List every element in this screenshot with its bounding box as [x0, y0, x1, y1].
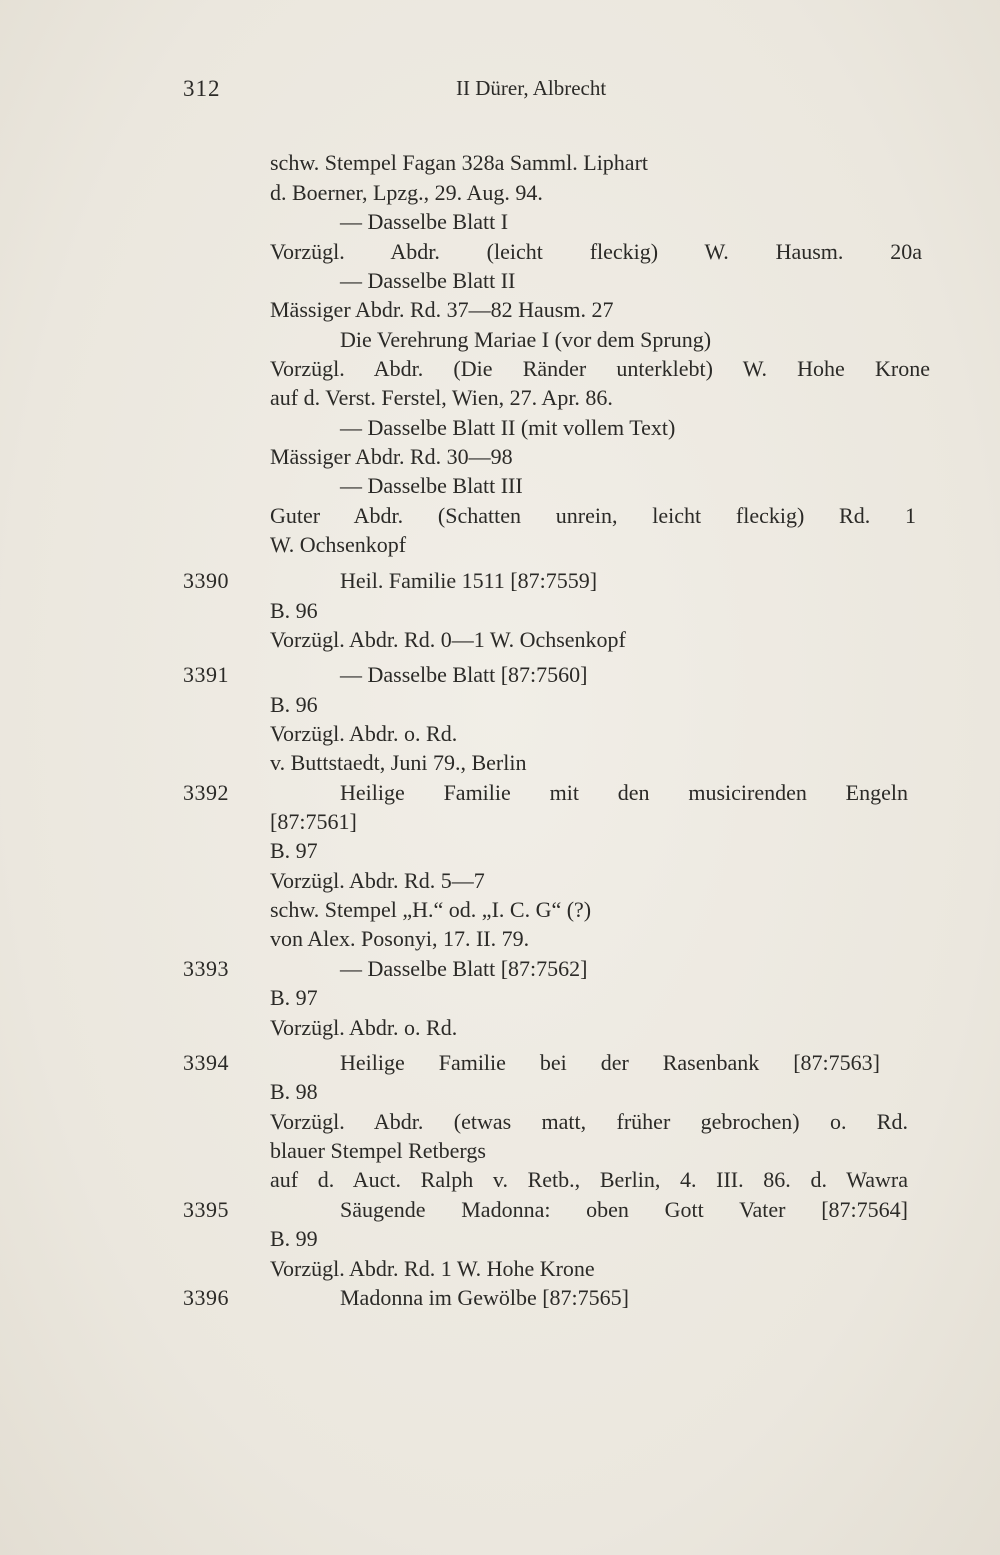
text-line: Säugende Madonna: oben Gott Vater [87:7564] [340, 1197, 908, 1222]
catalogue-number: 3392 [183, 780, 229, 805]
catalogue-number: 3396 [183, 1285, 229, 1310]
text-line: schw. Stempel „H.“ od. „I. C. G“ (?) [270, 897, 592, 922]
text-line: B. 96 [270, 692, 318, 717]
text-line: auf d. Verst. Ferstel, Wien, 27. Apr. 86. [270, 385, 613, 410]
text-line: Die Verehrung Mariae I (vor dem Sprung) [340, 327, 712, 352]
text-line: B. 98 [270, 1079, 318, 1104]
catalogue-number: 3390 [183, 568, 229, 593]
text-line: Heil. Familie 1511 [87:7559] [340, 568, 598, 593]
text-line: Vorzügl. Abdr. o. Rd. [270, 721, 458, 746]
text-line: blauer Stempel Retbergs [270, 1138, 486, 1163]
text-line: Vorzügl. Abdr. (etwas matt, früher gebrochen) o. Rd. [270, 1109, 908, 1134]
page-header [0, 76, 1000, 110]
text-line: Heilige Familie mit den musicirenden Engeln [340, 780, 908, 805]
text-line: schw. Stempel Fagan 328a Samml. Liphart [270, 150, 649, 175]
text-line: Madonna im Gewölbe [87:7565] [340, 1285, 629, 1310]
text-line: Guter Abdr. (Schatten unrein, leicht fleckig) Rd. 1 [270, 503, 916, 528]
text-line: Mässiger Abdr. Rd. 30—98 [270, 444, 513, 469]
text-line: v. Buttstaedt, Juni 79., Berlin [270, 750, 527, 775]
text-line: Vorzügl. Abdr. Rd. 5—7 [270, 868, 485, 893]
text-line: — Dasselbe Blatt III [340, 473, 523, 498]
page-number: 312 [183, 76, 221, 101]
text-line: von Alex. Posonyi, 17. II. 79. [270, 926, 530, 951]
text-line: — Dasselbe Blatt II [340, 268, 516, 293]
text-line: — Dasselbe Blatt [87:7560] [340, 662, 588, 687]
text-line: B. 99 [270, 1226, 318, 1251]
text-line: Mässiger Abdr. Rd. 37—82 Hausm. 27 [270, 297, 614, 322]
text-line: auf d. Auct. Ralph v. Retb., Berlin, 4. III. 86. d. Wawra [270, 1167, 908, 1192]
text-line: B. 97 [270, 838, 318, 863]
catalogue-number: 3393 [183, 956, 229, 981]
text-line: — Dasselbe Blatt II (mit vollem Text) [340, 415, 676, 440]
text-line: W. Ochsenkopf [270, 532, 407, 557]
text-line: [87:7561] [270, 809, 357, 834]
running-head: II Dürer, Albrecht [456, 76, 607, 100]
text-line: Vorzügl. Abdr. (leicht fleckig) W. Hausm. 20a [270, 239, 922, 264]
text-line: Vorzügl. Abdr. (Die Ränder unterklebt) W. Hohe Krone [270, 356, 930, 381]
text-line: B. 97 [270, 985, 318, 1010]
text-line: — Dasselbe Blatt I [340, 209, 509, 234]
text-line: B. 96 [270, 598, 318, 623]
text-line: Vorzügl. Abdr. Rd. 0—1 W. Ochsenkopf [270, 627, 626, 652]
catalogue-number: 3395 [183, 1197, 229, 1222]
text-line: Heilige Familie bei der Rasenbank [87:7563] [340, 1050, 880, 1075]
text-line: d. Boerner, Lpzg., 29. Aug. 94. [270, 180, 543, 205]
text-line: — Dasselbe Blatt [87:7562] [340, 956, 588, 981]
text-line: Vorzügl. Abdr. Rd. 1 W. Hohe Krone [270, 1256, 595, 1281]
text-line: Vorzügl. Abdr. o. Rd. [270, 1015, 458, 1040]
catalogue-number: 3394 [183, 1050, 229, 1075]
catalogue-number: 3391 [183, 662, 229, 687]
